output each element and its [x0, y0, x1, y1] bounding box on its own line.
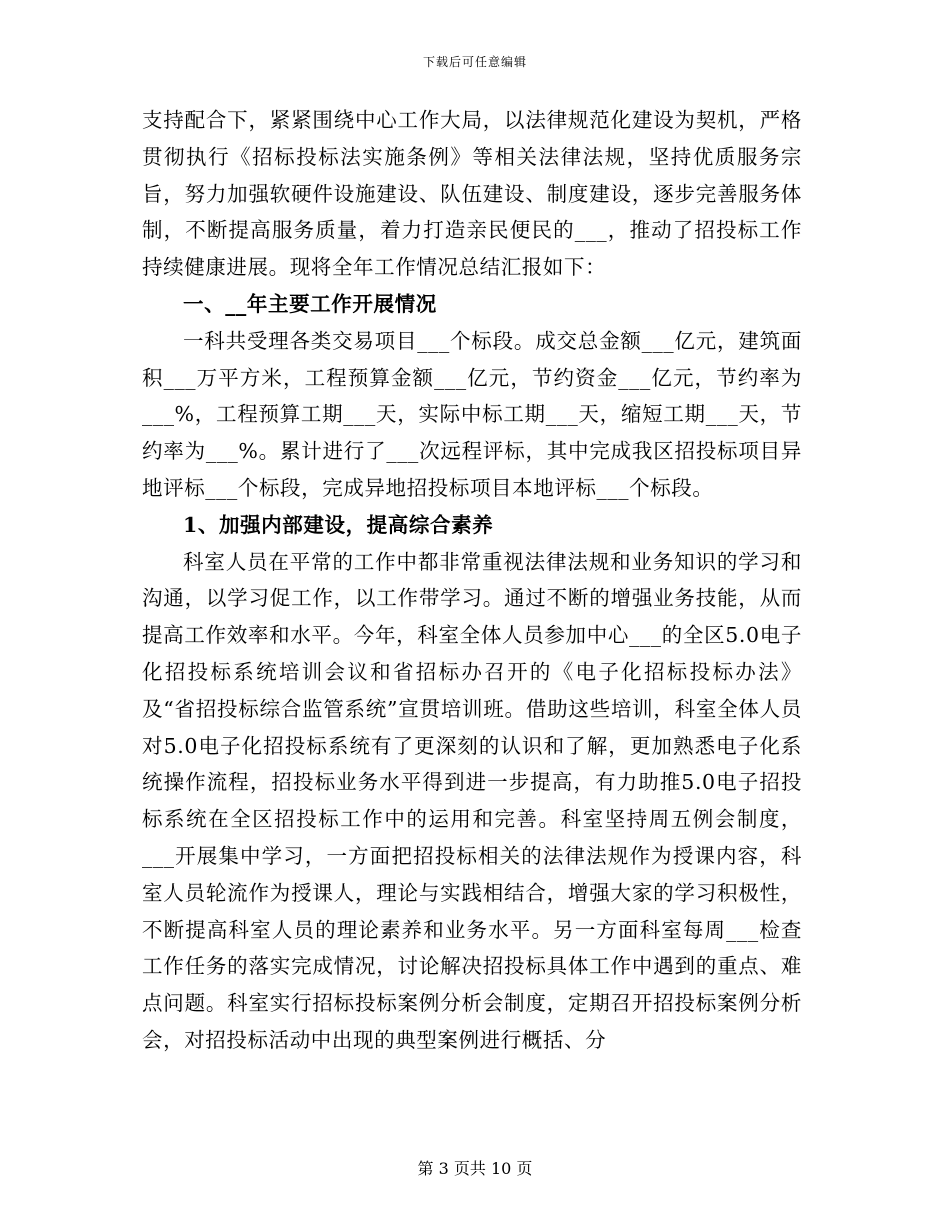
section-heading-internal-building: 1、加强内部建设，提高综合素养	[183, 512, 494, 537]
page-number-footer: 第 3 页共 10 页	[417, 1159, 533, 1178]
page-header-note: 下载后可任意编辑	[422, 55, 527, 69]
section-heading-main-work: 一、__年主要工作开展情况	[183, 291, 437, 316]
document-body	[142, 102, 802, 1059]
paragraph-continued: 支持配合下，紧紧围绕中心工作大局，以法律规范化建设为契机，严格贯彻执行《招标投标法实施条例》等相关法律法规，坚持优质服务宗旨，努力加强软硬件设施建设、队伍建设、制度建设，逐步完善服务体制，不断提高服务质量，着力打造亲民便民的___，推动了招投标工作持续健康进展。现将全年工作情况总结汇报如下：	[142, 108, 802, 280]
paragraph-training: 科室人员在平常的工作中都非常重视法律法规和业务知识的学习和沟通，以学习促工作，以工作带学习。通过不断的增强业务技能，从而提高工作效率和水平。今年，科室全体人员参加中心___的全区5.0电子化招投标系统培训会议和省招标办召开的《电子化招标投标办法》及“省招投标综合监管系统”宣贯培训班。借助这些培训，科室全体人员对5.0电子化招投标系统有了更深刻的认识和了解，更加熟悉电子化系统操作流程，招投标业务水平得到进一步提高，有力助推5.0电子招投标系统在全区招投标工作中的运用和完善。科室坚持周五例会制度，___开展集中学习，一方面把招投标相关的法律法规作为授课内容，科室人员轮流作为授课人，理论与实践相结合，增强大家的学习积极性，不断提高科室人员的理论素养和业务水平。另一方面科室每周___检查工作任务的落实完成情况，讨论解决招投标具体工作中遇到的重点、难点问题。科室实行招标投标案例分析会制度，定期召开招投标案例分析会，对招投标活动中出现的典型案例进行概括、分	[142, 549, 802, 1052]
paragraph-statistics: 一科共受理各类交易项目___个标段。成交总金额___亿元，建筑面积___万平方米，工程预算金额___亿元，节约资金___亿元，节约率为___%，工程预算工期___天，实际中标工期___天，缩短工期___天，节约率为___%。累计进行了___次远程评标，其中完成我区招投标项目异地评标___个标段，完成异地招投标项目本地评标___个标段。	[142, 328, 802, 500]
